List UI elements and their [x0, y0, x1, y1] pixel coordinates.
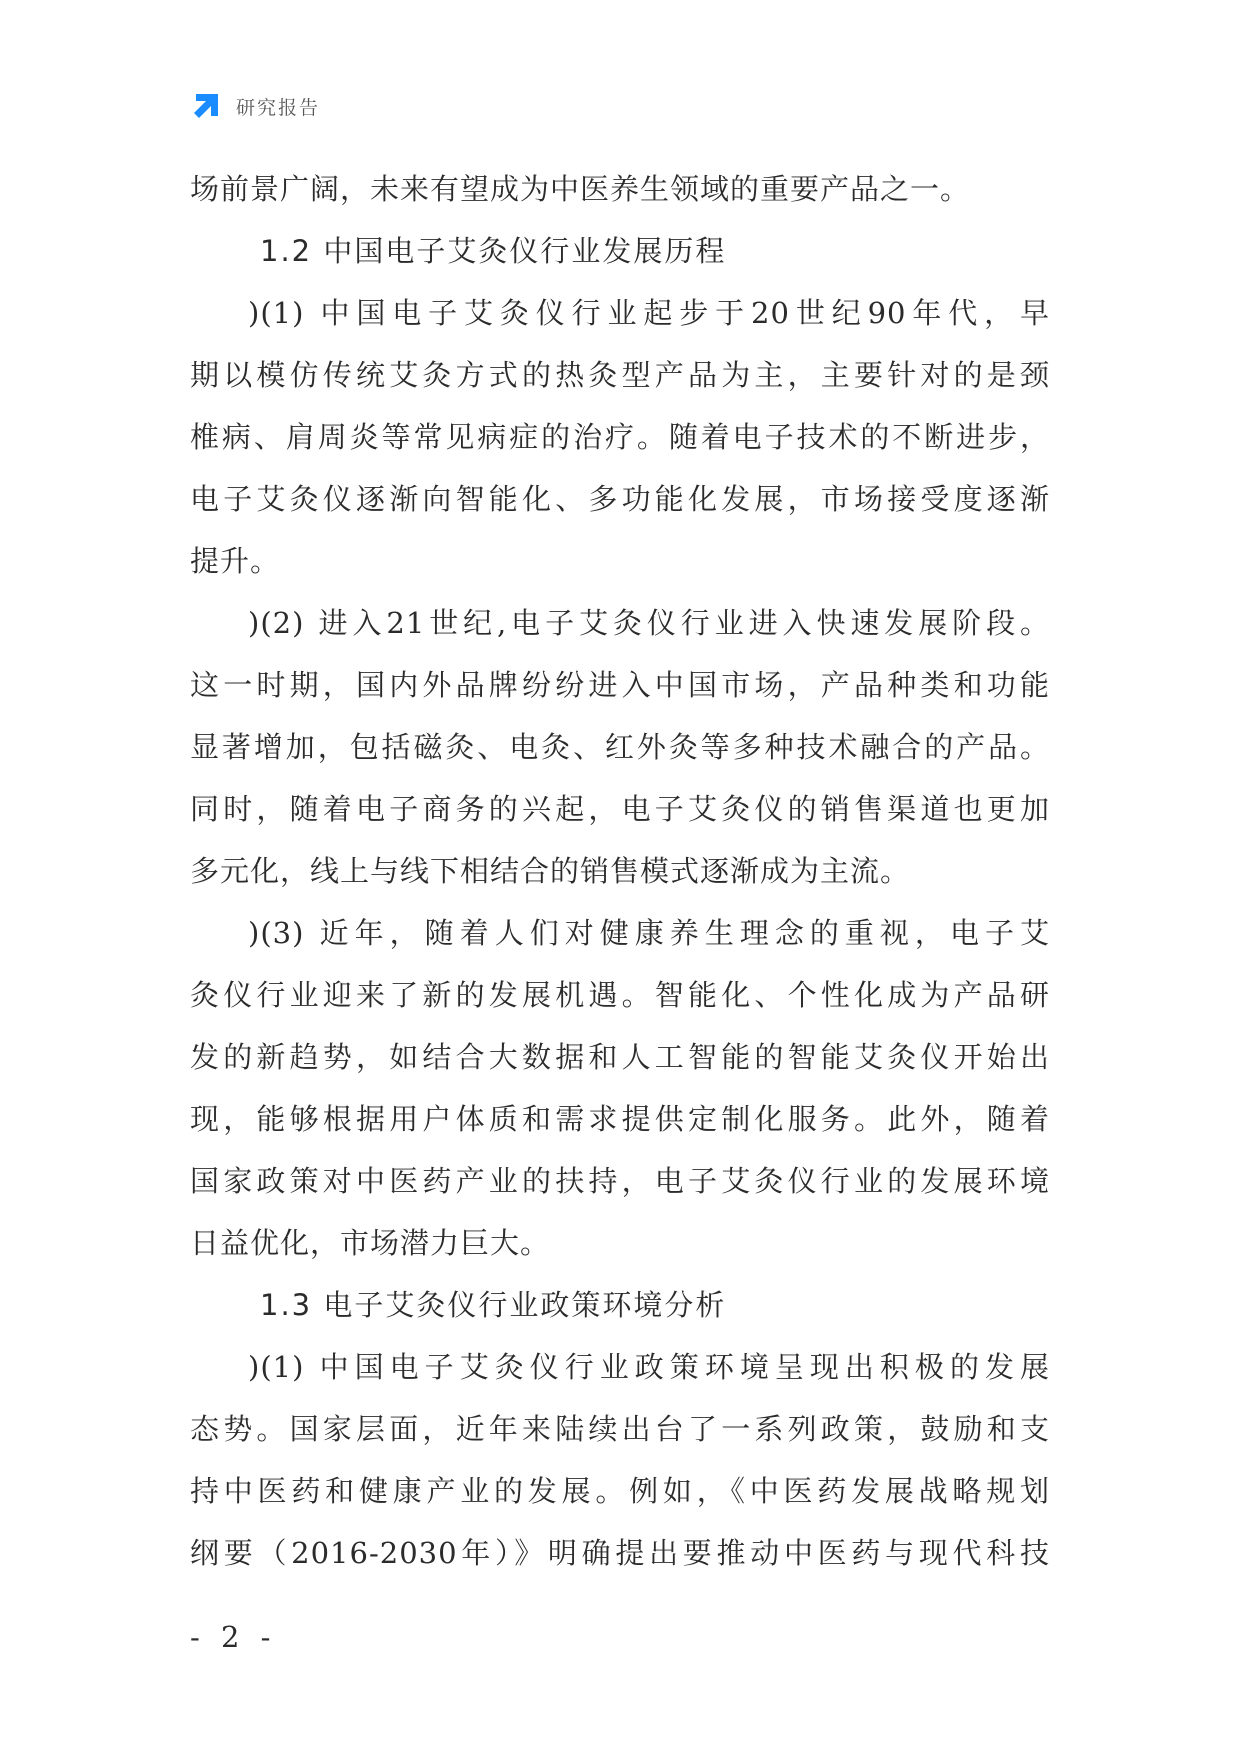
text-line: 提升。 [190, 544, 281, 578]
text-line: 期以模仿传统艾灸方式的热灸型产品为主，主要针对的是颈 [190, 358, 1050, 392]
text-line: 持中医药和健康产业的发展。例如，《中医药发展战略规划 [190, 1474, 1050, 1508]
text-line: )(2) 进入21世纪,电子艾灸仪行业进入快速发展阶段。 [248, 606, 1050, 640]
text-line: 发的新趋势，如结合大数据和人工智能的智能艾灸仪开始出 [190, 1040, 1050, 1074]
paragraph [190, 902, 1050, 1274]
text-line: 日益优化，市场潜力巨大。 [190, 1226, 551, 1260]
text-line: 显著增加，包括磁灸、电灸、红外灸等多种技术融合的产品。 [190, 730, 1050, 764]
text-line: 多元化，线上与线下相结合的销售模式逐渐成为主流。 [190, 854, 911, 888]
arrow-logo-icon [190, 90, 222, 122]
page-header [190, 88, 320, 124]
paragraph [190, 158, 1050, 220]
page-number: - 2 - [190, 1620, 277, 1654]
text-line: 灸仪行业迎来了新的发展机遇。智能化、个性化成为产品研 [190, 978, 1050, 1012]
paragraph [190, 592, 1050, 902]
text-line: )(3) 近年，随着人们对健康养生理念的重视，电子艾 [248, 916, 1050, 950]
text-line: 场前景广阔，未来有望成为中医养生领域的重要产品之一。 [190, 172, 971, 206]
section-heading: 1.2 中国电子艾灸仪行业发展历程 [260, 234, 727, 268]
paragraph [190, 282, 1050, 592]
text-line: )(1) 中国电子艾灸仪行业政策环境呈现出积极的发展 [248, 1350, 1050, 1384]
document-body [190, 158, 1050, 1584]
text-line: 纲要（2016-2030年）》明确提出要推动中医药与现代科技 [190, 1536, 1050, 1570]
text-line: 电子艾灸仪逐渐向智能化、多功能化发展，市场接受度逐渐 [190, 482, 1050, 516]
text-line: 椎病、肩周炎等常见病症的治疗。随着电子技术的不断进步， [190, 420, 1050, 454]
text-line: 现，能够根据用户体质和需求提供定制化服务。此外，随着 [190, 1102, 1050, 1136]
header-title: 研究报告 [236, 96, 321, 119]
text-line: 这一时期，国内外品牌纷纷进入中国市场，产品种类和功能 [190, 668, 1050, 702]
text-line: 同时，随着电子商务的兴起，电子艾灸仪的销售渠道也更加 [190, 792, 1050, 826]
text-line: )(1) 中国电子艾灸仪行业起步于20世纪90年代，早 [248, 296, 1050, 330]
paragraph [190, 1336, 1050, 1584]
section-heading: 1.3 电子艾灸仪行业政策环境分析 [260, 1288, 727, 1322]
text-line: 国家政策对中医药产业的扶持，电子艾灸仪行业的发展环境 [190, 1164, 1050, 1198]
text-line: 态势。国家层面，近年来陆续出台了一系列政策，鼓励和支 [190, 1412, 1050, 1446]
